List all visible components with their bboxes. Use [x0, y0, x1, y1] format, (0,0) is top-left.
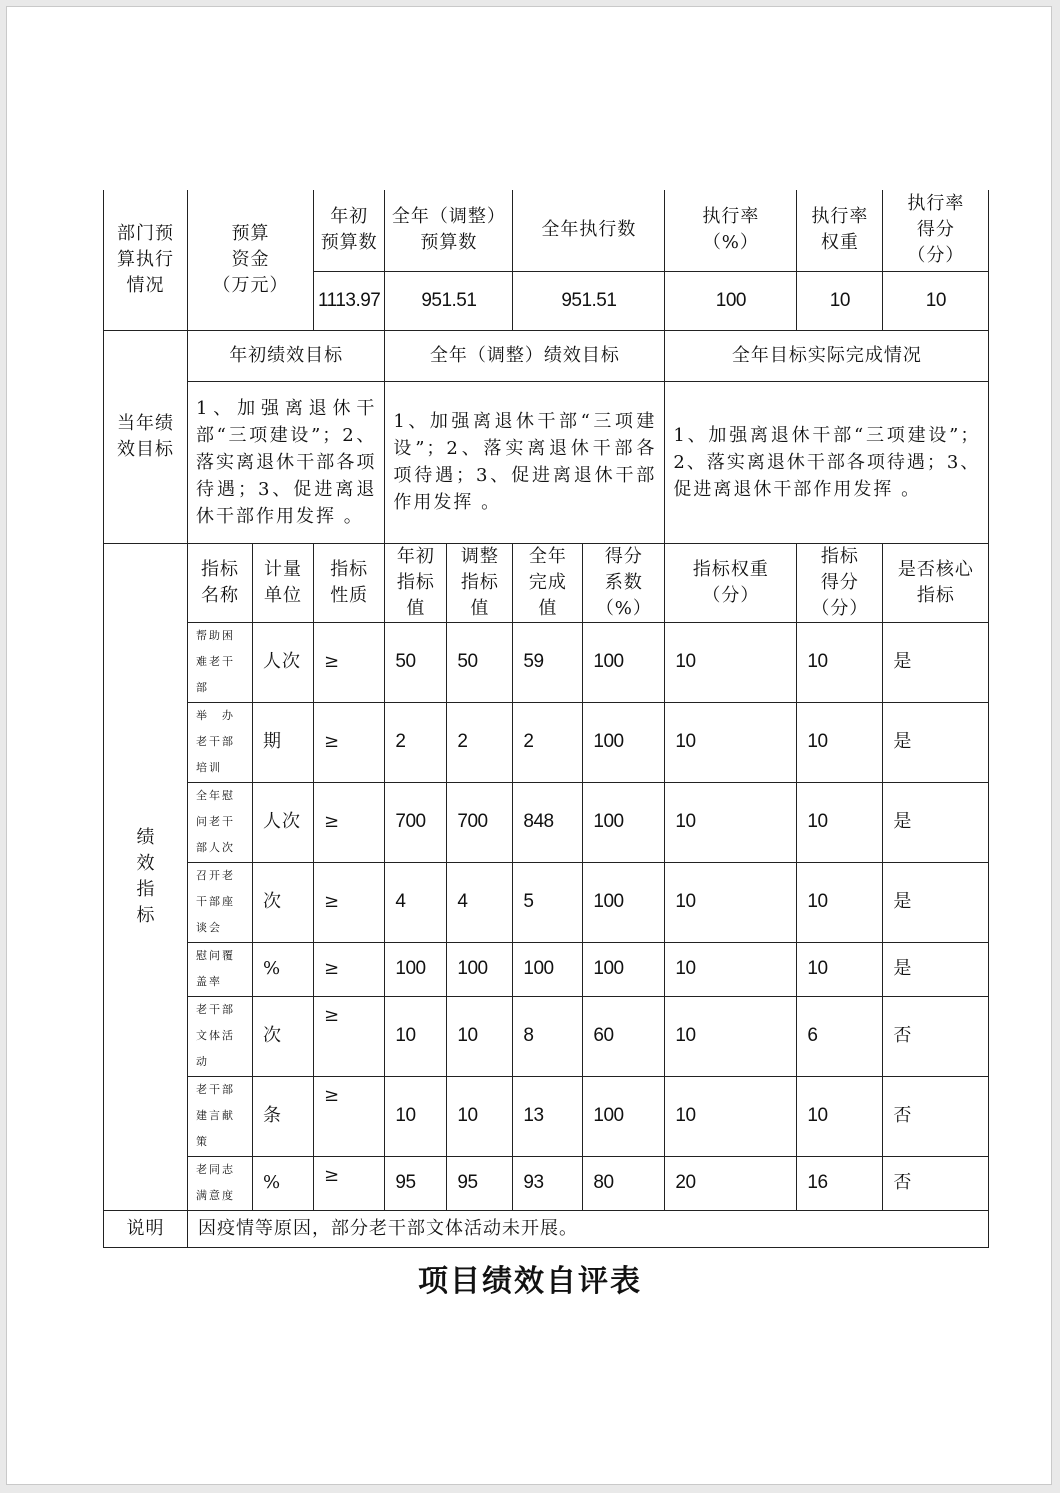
ind-initial: 10: [385, 1076, 447, 1156]
ind-weight: 10: [665, 942, 797, 996]
ind-name: 老同志 满意度: [188, 1156, 253, 1210]
ind-adjusted: 10: [447, 996, 513, 1076]
ind-coef: 60: [583, 996, 665, 1076]
ind-unit: 人次: [253, 782, 314, 862]
ind-core: 是: [883, 782, 989, 862]
goals-actual-header: 全年目标实际完成情况: [665, 330, 989, 381]
goals-adjusted-header: 全年（调整）绩效目标: [385, 330, 665, 381]
budget-rate-value: 100: [665, 271, 797, 330]
ind-core: 否: [883, 1076, 989, 1156]
ind-score: 10: [797, 782, 883, 862]
ind-name: 老干部 建言献 策: [188, 1076, 253, 1156]
ind-adjusted: 700: [447, 782, 513, 862]
goals-actual-text: 1、加强离退休干部“三项建设”；2、落实离退休干部各项待遇；3、促进离退休干部作用发挥 。: [665, 381, 989, 543]
ind-core: 是: [883, 942, 989, 996]
ind-adjusted: 95: [447, 1156, 513, 1210]
ind-unit: 期: [253, 702, 314, 782]
budget-executed-header: 全年执行数: [513, 190, 665, 271]
ind-core: 是: [883, 622, 989, 702]
budget-initial-value: 1113.97: [314, 271, 385, 330]
ind-coef: 100: [583, 1076, 665, 1156]
ind-name: 帮助困 难老干 部: [188, 622, 253, 702]
ind-adjusted: 2: [447, 702, 513, 782]
budget-adjusted-header: 全年（调整） 预算数: [385, 190, 513, 271]
ind-coef: 100: [583, 862, 665, 942]
ind-header-name: 指标 名称: [188, 543, 253, 622]
ind-completed: 848: [513, 782, 583, 862]
ind-completed: 5: [513, 862, 583, 942]
table-row: [104, 862, 989, 942]
table-row: [104, 782, 989, 862]
ind-initial: 10: [385, 996, 447, 1076]
ind-completed: 8: [513, 996, 583, 1076]
ind-adjusted: 50: [447, 622, 513, 702]
note-label: 说明: [104, 1210, 188, 1247]
ind-coef: 100: [583, 622, 665, 702]
ind-weight: 10: [665, 996, 797, 1076]
ind-score: 10: [797, 622, 883, 702]
ind-nature: ≥: [314, 942, 385, 996]
budget-rate-header: 执行率 （%）: [665, 190, 797, 271]
ind-header-weight: 指标权重 （分）: [665, 543, 797, 622]
ind-adjusted: 100: [447, 942, 513, 996]
ind-nature: ≥: [314, 862, 385, 942]
ind-weight: 10: [665, 622, 797, 702]
page-title: 项目绩效自评表: [418, 1264, 642, 1299]
ind-initial: 700: [385, 782, 447, 862]
ind-coef: 100: [583, 782, 665, 862]
ind-core: 否: [883, 1156, 989, 1210]
ind-unit: 人次: [253, 622, 314, 702]
table-row: [104, 622, 989, 702]
ind-name: 举 办 老干部 培训: [188, 702, 253, 782]
ind-score: 10: [797, 1076, 883, 1156]
ind-completed: 93: [513, 1156, 583, 1210]
ind-weight: 20: [665, 1156, 797, 1210]
budget-fund-label: 预算 资金 （万元）: [188, 190, 314, 330]
ind-unit: %: [253, 1156, 314, 1210]
ind-adjusted: 10: [447, 1076, 513, 1156]
ind-nature: ≥: [314, 1076, 385, 1156]
ind-header-nature: 指标 性质: [314, 543, 385, 622]
budget-weight-header: 执行率 权重: [797, 190, 883, 271]
ind-unit: 条: [253, 1076, 314, 1156]
budget-adjusted-value: 951.51: [385, 271, 513, 330]
ind-unit: %: [253, 942, 314, 996]
ind-completed: 2: [513, 702, 583, 782]
ind-core: 否: [883, 996, 989, 1076]
ind-initial: 4: [385, 862, 447, 942]
ind-score: 6: [797, 996, 883, 1076]
ind-core: 是: [883, 862, 989, 942]
indicators-row-label: 绩 效 指 标: [104, 543, 188, 1210]
goals-adjusted-text: 1、加强离退休干部“三项建设”；2、落实离退休干部各项待遇；3、促进离退休干部作用发挥 。: [385, 381, 665, 543]
ind-score: 10: [797, 702, 883, 782]
ind-unit: 次: [253, 996, 314, 1076]
note-text: 因疫情等原因，部分老干部文体活动未开展。: [188, 1210, 989, 1247]
budget-score-header: 执行率 得分 （分）: [883, 190, 989, 271]
ind-adjusted: 4: [447, 862, 513, 942]
goals-initial-text: 1、加强离退休干部“三项建设”；2、落实离退休干部各项待遇；3、促进离退休干部作用发挥 。: [188, 381, 385, 543]
ind-weight: 10: [665, 782, 797, 862]
table-row: [104, 942, 989, 996]
ind-weight: 10: [665, 862, 797, 942]
ind-coef: 100: [583, 942, 665, 996]
ind-header-core: 是否核心 指标: [883, 543, 989, 622]
ind-nature: ≥: [314, 702, 385, 782]
ind-initial: 2: [385, 702, 447, 782]
ind-initial: 50: [385, 622, 447, 702]
ind-name: 全年慰 问老干 部人次: [188, 782, 253, 862]
ind-header-initial: 年初 指标 值: [385, 543, 447, 622]
ind-unit: 次: [253, 862, 314, 942]
ind-coef: 80: [583, 1156, 665, 1210]
ind-completed: 13: [513, 1076, 583, 1156]
ind-nature: ≥: [314, 782, 385, 862]
ind-score: 10: [797, 862, 883, 942]
ind-coef: 100: [583, 702, 665, 782]
table-row: [104, 996, 989, 1076]
ind-nature: ≥: [314, 996, 385, 1076]
goals-row-label: 当年绩 效目标: [104, 330, 188, 543]
ind-completed: 59: [513, 622, 583, 702]
budget-row-label: 部门预 算执行 情况: [104, 190, 188, 330]
ind-initial: 95: [385, 1156, 447, 1210]
ind-nature: ≥: [314, 1156, 385, 1210]
ind-header-coef: 得分 系数 （%）: [583, 543, 665, 622]
ind-initial: 100: [385, 942, 447, 996]
table-row: [104, 1156, 989, 1210]
ind-core: 是: [883, 702, 989, 782]
ind-completed: 100: [513, 942, 583, 996]
ind-name: 老干部 文体活 动: [188, 996, 253, 1076]
ind-name: 召开老 干部座 谈会: [188, 862, 253, 942]
ind-weight: 10: [665, 702, 797, 782]
table-row: [104, 702, 989, 782]
ind-header-completed: 全年 完成 值: [513, 543, 583, 622]
ind-weight: 10: [665, 1076, 797, 1156]
ind-header-score: 指标 得分 （分）: [797, 543, 883, 622]
ind-header-adjusted: 调整 指标 值: [447, 543, 513, 622]
budget-score-value: 10: [883, 271, 989, 330]
performance-table: [103, 190, 989, 1248]
ind-score: 16: [797, 1156, 883, 1210]
ind-nature: ≥: [314, 622, 385, 702]
ind-name: 慰问覆 盖率: [188, 942, 253, 996]
budget-executed-value: 951.51: [513, 271, 665, 330]
table-row: [104, 1076, 989, 1156]
budget-weight-value: 10: [797, 271, 883, 330]
ind-score: 10: [797, 942, 883, 996]
budget-initial-header: 年初 预算数: [314, 190, 385, 271]
goals-initial-header: 年初绩效目标: [188, 330, 385, 381]
ind-header-unit: 计量 单位: [253, 543, 314, 622]
